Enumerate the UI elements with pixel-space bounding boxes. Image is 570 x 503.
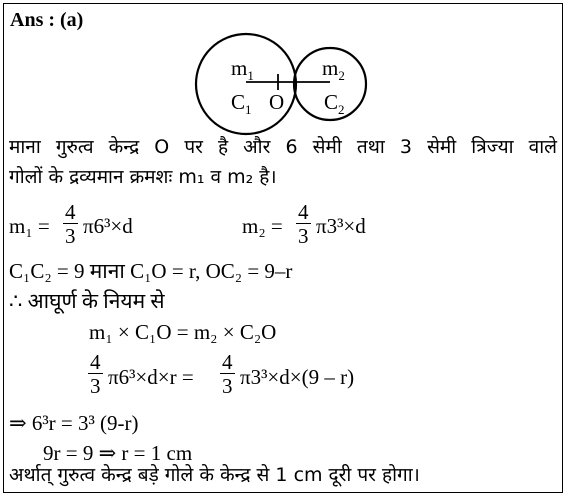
- m2-fraction: [296, 202, 311, 247]
- m1-fraction: [63, 202, 78, 247]
- eq-fraction-1: $\frac{4}{3}$: [90, 350, 101, 398]
- m1-lhs: m₁ =: [9, 214, 50, 238]
- m2-denominator: 3: [298, 224, 309, 248]
- conclusion-line: अर्थात् गुरुत्व केन्द्र बड़े गोले के केन्द्र से 1 cm दूरी पर होगा।: [9, 464, 420, 486]
- intro-line-1: माना गुरुत्व केन्द्र O पर है और 6 सेमी तथा 3 सेमी त्रिज्या वाले: [9, 136, 557, 158]
- m1-rhs: π6³×d: [83, 214, 133, 238]
- label-m2: $m_2$: [322, 56, 345, 84]
- m2-lhs: m₂ =: [242, 214, 283, 238]
- m1-denominator: 3: [65, 224, 76, 248]
- eq-fraction-2: $\frac{4}{3}$: [222, 350, 233, 398]
- large-sphere: [196, 34, 296, 134]
- answer-heading: Ans : (a): [10, 9, 84, 31]
- implies-line-2: 9r = 9 ⇒ r = 1 cm: [43, 441, 193, 465]
- therefore-line: ∴ आघूर्ण के नियम से: [9, 289, 165, 313]
- distance-line: C₁C₂ = 9 माना C₁O = r, OC₂ = 9–r: [9, 259, 293, 283]
- moment-equation: m₁ × C₁O = m₂ × C₂O: [89, 320, 277, 344]
- intro-line-2: गोलों के द्रव्यमान क्रमशः m₁ व m₂ है।: [9, 166, 277, 188]
- label-c1: $C_1$: [231, 90, 252, 118]
- m2-numerator: 4: [298, 200, 309, 224]
- m2-rhs: π3³×d: [316, 214, 366, 238]
- label-c2: $C_2$: [324, 90, 345, 118]
- label-m1: $m_1$: [231, 56, 254, 84]
- eq-middle: π6³×d×r =: [108, 365, 194, 389]
- eq-end: π3³×d×(9 – r): [240, 365, 355, 389]
- label-o: O: [269, 90, 285, 114]
- m1-numerator: 4: [65, 200, 76, 224]
- implies-line-1: ⇒ 6³r = 3³ (9-r): [9, 411, 139, 435]
